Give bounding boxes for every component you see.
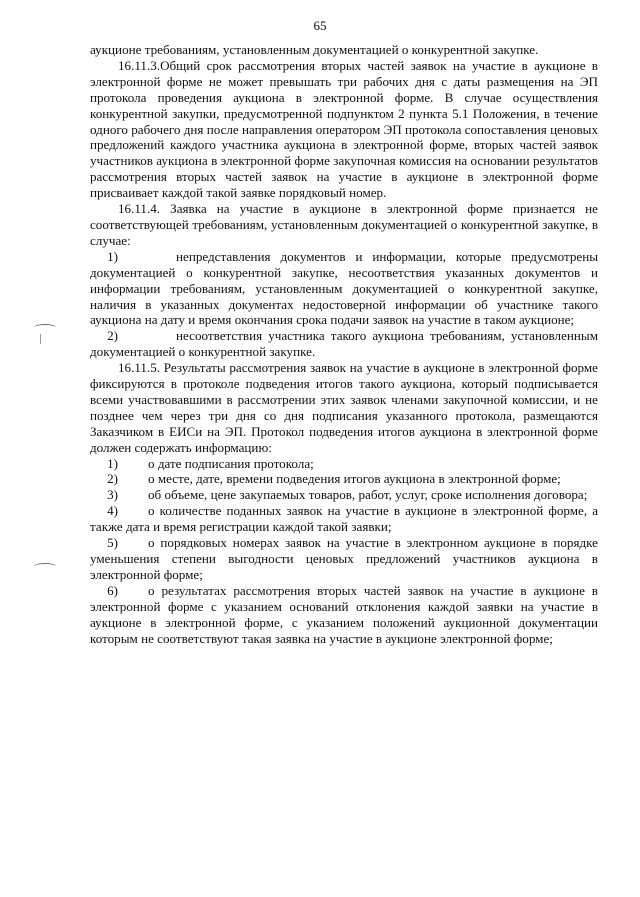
margin-mark xyxy=(34,324,56,331)
list-item-number: 5) xyxy=(107,535,118,551)
list-item xyxy=(90,471,598,487)
list-item-text: о количестве поданных заявок на участие в аукционе в электронной форме, а также дата и время регистрации каждой такой заявки; xyxy=(90,503,598,535)
list-item-text: об объеме, цене закупаемых товаров, работ, услуг, сроке исполнения договора; xyxy=(148,487,588,503)
list-item-number: 2) xyxy=(107,328,118,344)
list-item xyxy=(90,503,598,535)
list-item xyxy=(90,487,598,503)
paragraph-16-11-3: 16.11.3.Общий срок рассмотрения вторых частей заявок на участие в аукционе в электронной форме не может превышать три рабочих дня с даты размещения на ЭП протокола проведения аукциона в электронной форме. В случае осуществления конкурентной закупки, предусмотренной подпунктом 2 пункта 5.1 Положения, в течение одного рабочего дня после направления оператором ЭП протокола сопоставления ценовых предложений каждого участника аукциона в электронной форме, вторых частей заявок участников аукциона в электронной форме закупочная комиссия на основании результатов рассмотрения вторых частей заявок на участие в аукционе в электронной форме присваивает каждой такой заявке порядковый номер. xyxy=(90,57,598,201)
list-item-number: 6) xyxy=(107,582,118,598)
list-item xyxy=(90,328,598,360)
list-item xyxy=(90,249,598,329)
list-item-text: несоответствия участника такого аукциона требованиям, установленным документацией о конкурентной закупке. xyxy=(90,328,598,360)
list-item-text: о результатах рассмотрения вторых частей заявок на участие в аукционе в электронной форме с указанием оснований отклонения каждой заявки на участие в аукционе в электронной форме, с указанием положений аукционной документации которым не соответствуют такая заявка на участие в аукционе электронной форме; xyxy=(90,582,598,646)
list-item-text: о порядковых номерах заявок на участие в электронном аукционе в порядке уменьшения степени выгодности ценовых предложений участников аукциона в электронной форме; xyxy=(90,535,598,582)
list-item-text: о дате подписания протокола; xyxy=(148,455,314,471)
list-item xyxy=(90,456,598,472)
paragraph-16-11-5: 16.11.5. Результаты рассмотрения заявок на участие в аукционе в электронной форме фиксируются в протоколе подведения итогов такого аукциона, который подписывается всеми участвовавшими в рассмотрении этих заявок членами закупочной комиссии, и не позднее чем через три дня со дня подписания указанного протокола, размещаются Заказчиком в ЕИСи на ЭП. Протокол подведения итогов аукциона в электронной форме должен содержать информацию: xyxy=(90,360,598,455)
list-item-number: 2) xyxy=(107,471,118,487)
page-number: 65 xyxy=(313,18,327,33)
paragraph-continuation: аукционе требованиям, установленным документацией о конкурентной закупке. xyxy=(90,42,539,57)
list-item xyxy=(90,535,598,583)
list-item-number: 1) xyxy=(107,455,118,471)
document-body xyxy=(90,42,598,646)
list-item-text: о месте, дате, времени подведения итогов аукциона в электронной форме; xyxy=(148,471,561,487)
list-item-number: 1) xyxy=(107,248,118,264)
list-item-text: непредставления документов и информации, которые предусмотрены документацией о конкурентной закупке, несоответствия указанных документов и информации требованиям, установленным документацией о конкурентной закупке, наличия в указанных документах недостоверной информации об участнике такого аукциона на дату и время окончания срока подачи заявок на участие в таком аукционе; xyxy=(90,248,598,328)
margin-mark xyxy=(34,563,56,570)
paragraph-16-11-4: 16.11.4. Заявка на участие в аукционе в электронной форме признается не соответствующей требованиям, установленным документацией о конкурентной закупке, в случае: xyxy=(90,201,598,248)
margin-tick xyxy=(40,334,41,344)
list-item-number: 3) xyxy=(107,487,118,503)
list-item-number: 4) xyxy=(107,503,118,519)
list-item xyxy=(90,583,598,647)
